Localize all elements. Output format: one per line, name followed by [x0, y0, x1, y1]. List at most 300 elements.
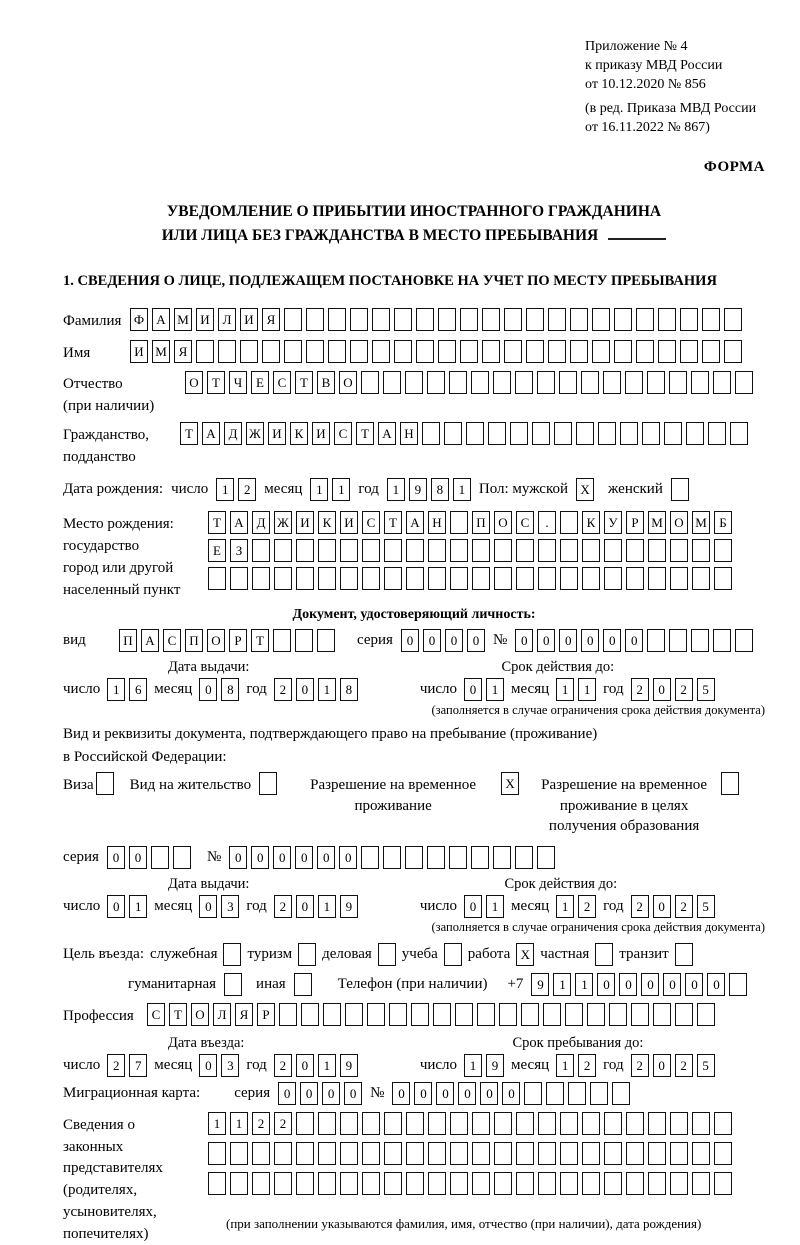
char-cell[interactable] [350, 340, 368, 363]
char-cell[interactable]: 0 [458, 1082, 476, 1105]
char-cell[interactable] [301, 1003, 319, 1026]
char-cell[interactable] [604, 1142, 622, 1165]
char-cell[interactable] [428, 1112, 446, 1135]
char-cell[interactable]: И [296, 511, 314, 534]
char-cell[interactable] [449, 371, 467, 394]
char-cell[interactable]: 0 [296, 895, 314, 918]
char-cell[interactable]: 0 [685, 973, 703, 996]
char-cell[interactable] [537, 846, 555, 869]
checkbox-temp-residence-education[interactable] [721, 772, 739, 795]
char-cell[interactable] [471, 371, 489, 394]
char-cell[interactable] [604, 1112, 622, 1135]
char-cell[interactable] [697, 1003, 715, 1026]
char-cell[interactable]: 2 [631, 895, 649, 918]
char-cell[interactable] [559, 371, 577, 394]
char-cell[interactable] [582, 539, 600, 562]
char-cell[interactable] [340, 567, 358, 590]
char-cell[interactable]: М [648, 511, 666, 534]
char-cell[interactable] [230, 1172, 248, 1195]
char-cell[interactable] [680, 340, 698, 363]
char-cell[interactable] [361, 371, 379, 394]
char-cell[interactable] [317, 629, 335, 652]
char-cell[interactable]: А [202, 422, 220, 445]
char-cell[interactable] [515, 846, 533, 869]
char-cell[interactable] [686, 422, 704, 445]
char-cell[interactable] [450, 511, 468, 534]
char-cell[interactable] [472, 539, 490, 562]
char-cell[interactable]: Т [208, 511, 226, 534]
char-cell[interactable] [361, 846, 379, 869]
char-cell[interactable] [208, 1142, 226, 1165]
char-cell[interactable] [427, 371, 445, 394]
char-cell[interactable] [416, 308, 434, 331]
char-cell[interactable] [582, 1142, 600, 1165]
char-cell[interactable] [730, 422, 748, 445]
char-cell[interactable] [460, 340, 478, 363]
char-cell[interactable] [472, 1112, 490, 1135]
char-cell[interactable] [692, 539, 710, 562]
char-cell[interactable] [546, 1082, 564, 1105]
char-cell[interactable]: Д [252, 511, 270, 534]
char-cell[interactable]: С [273, 371, 291, 394]
char-cell[interactable] [384, 539, 402, 562]
char-cell[interactable] [466, 422, 484, 445]
char-cell[interactable]: 0 [401, 629, 419, 652]
char-cell[interactable]: 6 [129, 678, 147, 701]
char-cell[interactable]: И [196, 308, 214, 331]
char-cell[interactable] [296, 567, 314, 590]
char-cell[interactable] [218, 340, 236, 363]
char-cell[interactable] [450, 1112, 468, 1135]
char-cell[interactable] [318, 1142, 336, 1165]
char-cell[interactable] [494, 1142, 512, 1165]
char-cell[interactable] [714, 539, 732, 562]
char-cell[interactable]: 0 [251, 846, 269, 869]
char-cell[interactable] [692, 1112, 710, 1135]
char-cell[interactable] [494, 539, 512, 562]
char-cell[interactable]: А [406, 511, 424, 534]
char-cell[interactable]: А [141, 629, 159, 652]
char-cell[interactable] [406, 1172, 424, 1195]
char-cell[interactable] [274, 539, 292, 562]
char-cell[interactable]: 1 [556, 895, 574, 918]
char-cell[interactable]: Т [251, 629, 269, 652]
char-cell[interactable] [729, 973, 747, 996]
char-cell[interactable] [576, 422, 594, 445]
char-cell[interactable] [383, 371, 401, 394]
char-cell[interactable]: 1 [553, 973, 571, 996]
char-cell[interactable]: 2 [675, 895, 693, 918]
char-cell[interactable] [582, 1112, 600, 1135]
char-cell[interactable]: О [207, 629, 225, 652]
char-cell[interactable] [306, 308, 324, 331]
char-cell[interactable]: 1 [464, 1054, 482, 1077]
char-cell[interactable]: А [378, 422, 396, 445]
char-cell[interactable]: Б [714, 511, 732, 534]
char-cell[interactable]: 0 [199, 1054, 217, 1077]
char-cell[interactable]: 2 [631, 1054, 649, 1077]
char-cell[interactable] [724, 340, 742, 363]
char-cell[interactable]: Ч [229, 371, 247, 394]
char-cell[interactable] [405, 846, 423, 869]
char-cell[interactable]: 2 [578, 895, 596, 918]
char-cell[interactable] [675, 1003, 693, 1026]
char-cell[interactable] [526, 308, 544, 331]
char-cell[interactable]: 0 [597, 973, 615, 996]
char-cell[interactable] [318, 1172, 336, 1195]
char-cell[interactable] [427, 846, 445, 869]
char-cell[interactable] [604, 539, 622, 562]
char-cell[interactable]: Е [251, 371, 269, 394]
char-cell[interactable]: 0 [467, 629, 485, 652]
char-cell[interactable]: 1 [107, 678, 125, 701]
char-cell[interactable]: С [362, 511, 380, 534]
char-cell[interactable] [362, 1142, 380, 1165]
char-cell[interactable]: 1 [310, 478, 328, 501]
char-cell[interactable]: 0 [559, 629, 577, 652]
char-cell[interactable] [568, 1082, 586, 1105]
checkbox-other[interactable] [294, 973, 312, 996]
char-cell[interactable]: 9 [486, 1054, 504, 1077]
checkbox-business[interactable] [378, 943, 396, 966]
char-cell[interactable]: 1 [332, 478, 350, 501]
char-cell[interactable]: Т [384, 511, 402, 534]
char-cell[interactable] [428, 1142, 446, 1165]
char-cell[interactable]: 1 [318, 678, 336, 701]
char-cell[interactable] [587, 1003, 605, 1026]
char-cell[interactable] [472, 1172, 490, 1195]
char-cell[interactable] [273, 629, 291, 652]
char-cell[interactable]: 2 [238, 478, 256, 501]
checkbox-private[interactable] [595, 943, 613, 966]
char-cell[interactable] [680, 308, 698, 331]
char-cell[interactable]: 2 [578, 1054, 596, 1077]
char-cell[interactable] [653, 1003, 671, 1026]
char-cell[interactable]: Л [218, 308, 236, 331]
char-cell[interactable] [252, 1172, 270, 1195]
char-cell[interactable] [647, 629, 665, 652]
char-cell[interactable] [438, 340, 456, 363]
char-cell[interactable] [362, 1172, 380, 1195]
char-cell[interactable]: 0 [653, 678, 671, 701]
char-cell[interactable] [384, 1112, 402, 1135]
char-cell[interactable] [516, 539, 534, 562]
char-cell[interactable] [538, 1142, 556, 1165]
char-cell[interactable] [328, 308, 346, 331]
char-cell[interactable]: 0 [273, 846, 291, 869]
char-cell[interactable]: Я [262, 308, 280, 331]
char-cell[interactable]: 0 [344, 1082, 362, 1105]
char-cell[interactable]: С [334, 422, 352, 445]
char-cell[interactable] [252, 1142, 270, 1165]
char-cell[interactable]: Ж [274, 511, 292, 534]
checkbox-official[interactable] [223, 943, 241, 966]
char-cell[interactable] [362, 567, 380, 590]
char-cell[interactable] [604, 567, 622, 590]
char-cell[interactable]: К [290, 422, 308, 445]
char-cell[interactable] [428, 1172, 446, 1195]
char-cell[interactable] [208, 1172, 226, 1195]
char-cell[interactable] [422, 422, 440, 445]
char-cell[interactable] [691, 629, 709, 652]
char-cell[interactable]: 0 [653, 1054, 671, 1077]
char-cell[interactable] [735, 371, 753, 394]
char-cell[interactable] [449, 846, 467, 869]
char-cell[interactable] [626, 539, 644, 562]
char-cell[interactable] [670, 567, 688, 590]
char-cell[interactable]: 5 [697, 1054, 715, 1077]
char-cell[interactable] [428, 539, 446, 562]
char-cell[interactable] [592, 308, 610, 331]
checkbox-female[interactable] [671, 478, 689, 501]
char-cell[interactable]: 2 [252, 1112, 270, 1135]
char-cell[interactable] [471, 846, 489, 869]
char-cell[interactable]: 9 [340, 1054, 358, 1077]
char-cell[interactable] [538, 1112, 556, 1135]
char-cell[interactable]: 7 [129, 1054, 147, 1077]
char-cell[interactable] [626, 567, 644, 590]
char-cell[interactable] [262, 340, 280, 363]
char-cell[interactable] [384, 567, 402, 590]
char-cell[interactable]: 8 [221, 678, 239, 701]
checkbox-transit[interactable] [675, 943, 693, 966]
char-cell[interactable] [714, 1172, 732, 1195]
char-cell[interactable] [631, 1003, 649, 1026]
char-cell[interactable] [384, 1172, 402, 1195]
char-cell[interactable]: С [516, 511, 534, 534]
char-cell[interactable] [383, 846, 401, 869]
title-blank-underline[interactable] [608, 224, 666, 240]
char-cell[interactable] [328, 340, 346, 363]
char-cell[interactable]: 2 [274, 1054, 292, 1077]
char-cell[interactable]: 1 [387, 478, 405, 501]
char-cell[interactable]: 0 [392, 1082, 410, 1105]
char-cell[interactable] [543, 1003, 561, 1026]
char-cell[interactable] [554, 422, 572, 445]
char-cell[interactable] [664, 422, 682, 445]
char-cell[interactable]: 5 [697, 678, 715, 701]
char-cell[interactable]: С [163, 629, 181, 652]
char-cell[interactable] [323, 1003, 341, 1026]
char-cell[interactable] [394, 340, 412, 363]
char-cell[interactable] [582, 1172, 600, 1195]
char-cell[interactable]: 8 [340, 678, 358, 701]
char-cell[interactable] [284, 340, 302, 363]
char-cell[interactable] [296, 1112, 314, 1135]
char-cell[interactable] [636, 340, 654, 363]
char-cell[interactable]: Т [295, 371, 313, 394]
char-cell[interactable] [345, 1003, 363, 1026]
char-cell[interactable]: 0 [199, 678, 217, 701]
char-cell[interactable] [444, 422, 462, 445]
char-cell[interactable]: П [185, 629, 203, 652]
char-cell[interactable]: 1 [578, 678, 596, 701]
char-cell[interactable] [482, 340, 500, 363]
char-cell[interactable] [406, 539, 424, 562]
char-cell[interactable] [384, 1142, 402, 1165]
char-cell[interactable] [406, 1112, 424, 1135]
char-cell[interactable] [488, 422, 506, 445]
char-cell[interactable] [670, 1172, 688, 1195]
char-cell[interactable]: О [339, 371, 357, 394]
char-cell[interactable] [296, 1172, 314, 1195]
char-cell[interactable] [472, 567, 490, 590]
char-cell[interactable]: И [268, 422, 286, 445]
char-cell[interactable]: 0 [339, 846, 357, 869]
char-cell[interactable]: Н [400, 422, 418, 445]
char-cell[interactable] [592, 340, 610, 363]
char-cell[interactable] [394, 308, 412, 331]
char-cell[interactable] [691, 371, 709, 394]
char-cell[interactable] [560, 1172, 578, 1195]
char-cell[interactable] [306, 340, 324, 363]
char-cell[interactable] [318, 1112, 336, 1135]
char-cell[interactable]: 1 [208, 1112, 226, 1135]
char-cell[interactable] [713, 371, 731, 394]
char-cell[interactable]: Я [235, 1003, 253, 1026]
char-cell[interactable] [340, 1112, 358, 1135]
char-cell[interactable] [318, 567, 336, 590]
char-cell[interactable] [560, 567, 578, 590]
char-cell[interactable]: 9 [340, 895, 358, 918]
char-cell[interactable] [173, 846, 191, 869]
char-cell[interactable] [560, 1112, 578, 1135]
char-cell[interactable] [714, 1142, 732, 1165]
char-cell[interactable]: 0 [515, 629, 533, 652]
char-cell[interactable]: 1 [318, 895, 336, 918]
char-cell[interactable] [372, 340, 390, 363]
char-cell[interactable] [670, 1112, 688, 1135]
char-cell[interactable] [405, 371, 423, 394]
char-cell[interactable] [658, 340, 676, 363]
char-cell[interactable] [658, 308, 676, 331]
char-cell[interactable] [340, 1142, 358, 1165]
checkbox-work[interactable]: X [516, 943, 534, 966]
checkbox-residence-permit[interactable] [259, 772, 277, 795]
checkbox-humanitarian[interactable] [224, 973, 242, 996]
char-cell[interactable]: И [340, 511, 358, 534]
char-cell[interactable]: 1 [129, 895, 147, 918]
char-cell[interactable]: 2 [675, 678, 693, 701]
char-cell[interactable] [565, 1003, 583, 1026]
char-cell[interactable]: 0 [129, 846, 147, 869]
char-cell[interactable] [274, 1142, 292, 1165]
char-cell[interactable] [548, 308, 566, 331]
char-cell[interactable] [570, 308, 588, 331]
char-cell[interactable] [524, 1082, 542, 1105]
char-cell[interactable] [647, 371, 665, 394]
char-cell[interactable] [714, 1112, 732, 1135]
char-cell[interactable] [702, 340, 720, 363]
char-cell[interactable]: М [692, 511, 710, 534]
char-cell[interactable] [626, 1172, 644, 1195]
char-cell[interactable] [582, 567, 600, 590]
char-cell[interactable]: О [191, 1003, 209, 1026]
char-cell[interactable] [340, 539, 358, 562]
char-cell[interactable]: Т [207, 371, 225, 394]
char-cell[interactable] [516, 1142, 534, 1165]
char-cell[interactable]: 2 [274, 1112, 292, 1135]
char-cell[interactable]: П [472, 511, 490, 534]
char-cell[interactable]: 0 [317, 846, 335, 869]
char-cell[interactable]: Я [174, 340, 192, 363]
char-cell[interactable] [714, 567, 732, 590]
checkbox-study[interactable] [444, 943, 462, 966]
char-cell[interactable] [362, 539, 380, 562]
checkbox-tourism[interactable] [298, 943, 316, 966]
char-cell[interactable] [560, 1142, 578, 1165]
char-cell[interactable] [590, 1082, 608, 1105]
char-cell[interactable]: Н [428, 511, 446, 534]
char-cell[interactable] [532, 422, 550, 445]
char-cell[interactable] [428, 567, 446, 590]
char-cell[interactable] [614, 308, 632, 331]
char-cell[interactable] [230, 1142, 248, 1165]
char-cell[interactable] [438, 308, 456, 331]
char-cell[interactable] [494, 567, 512, 590]
char-cell[interactable] [670, 1142, 688, 1165]
char-cell[interactable]: 1 [486, 895, 504, 918]
char-cell[interactable] [504, 308, 522, 331]
char-cell[interactable] [548, 340, 566, 363]
char-cell[interactable]: Т [169, 1003, 187, 1026]
char-cell[interactable]: 0 [300, 1082, 318, 1105]
char-cell[interactable]: 0 [107, 846, 125, 869]
char-cell[interactable] [274, 1172, 292, 1195]
checkbox-male[interactable]: X [576, 478, 594, 501]
char-cell[interactable]: К [318, 511, 336, 534]
char-cell[interactable]: 2 [274, 678, 292, 701]
char-cell[interactable] [642, 422, 660, 445]
char-cell[interactable] [537, 371, 555, 394]
char-cell[interactable]: 0 [707, 973, 725, 996]
char-cell[interactable]: 0 [278, 1082, 296, 1105]
char-cell[interactable] [340, 1172, 358, 1195]
char-cell[interactable] [609, 1003, 627, 1026]
checkbox-visa[interactable] [96, 772, 114, 795]
char-cell[interactable]: 0 [445, 629, 463, 652]
char-cell[interactable]: 2 [675, 1054, 693, 1077]
char-cell[interactable]: 0 [480, 1082, 498, 1105]
char-cell[interactable]: Е [208, 539, 226, 562]
char-cell[interactable]: М [152, 340, 170, 363]
char-cell[interactable] [450, 1172, 468, 1195]
char-cell[interactable]: 0 [625, 629, 643, 652]
char-cell[interactable] [598, 422, 616, 445]
char-cell[interactable] [670, 539, 688, 562]
char-cell[interactable]: 0 [423, 629, 441, 652]
char-cell[interactable] [724, 308, 742, 331]
char-cell[interactable] [515, 371, 533, 394]
char-cell[interactable] [648, 539, 666, 562]
char-cell[interactable] [516, 1172, 534, 1195]
char-cell[interactable] [521, 1003, 539, 1026]
char-cell[interactable] [692, 1142, 710, 1165]
char-cell[interactable] [433, 1003, 451, 1026]
char-cell[interactable] [636, 308, 654, 331]
char-cell[interactable] [406, 1142, 424, 1165]
char-cell[interactable] [252, 567, 270, 590]
checkbox-temp-residence[interactable]: X [501, 772, 519, 795]
char-cell[interactable] [648, 1112, 666, 1135]
char-cell[interactable] [648, 567, 666, 590]
char-cell[interactable]: П [119, 629, 137, 652]
char-cell[interactable] [279, 1003, 297, 1026]
char-cell[interactable]: 2 [274, 895, 292, 918]
char-cell[interactable] [612, 1082, 630, 1105]
char-cell[interactable]: М [174, 308, 192, 331]
char-cell[interactable]: 2 [631, 678, 649, 701]
